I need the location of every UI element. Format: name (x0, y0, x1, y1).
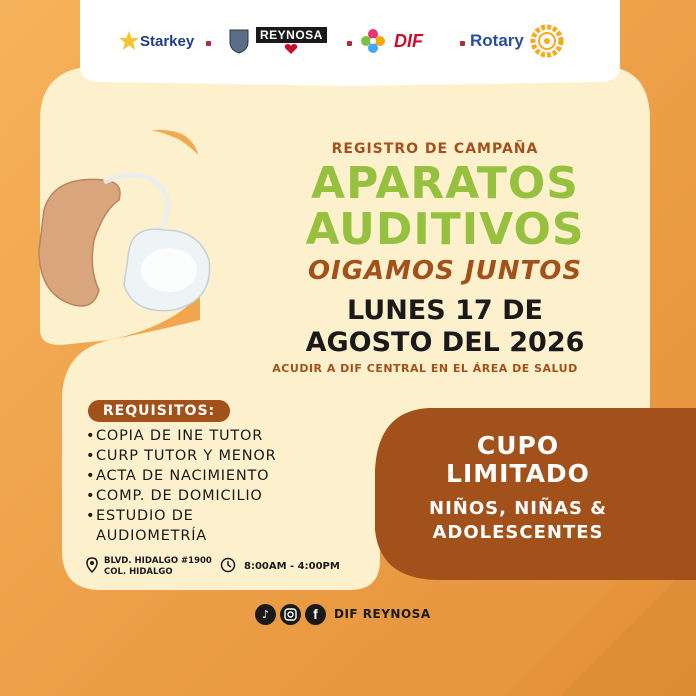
cupo-line1: CUPO (476, 431, 560, 460)
clock-icon (220, 557, 236, 573)
audience-line1: NIÑOS, NIÑAS & (429, 498, 607, 519)
list-item: •ESTUDIO DE (86, 508, 194, 524)
list-item: AUDIOMETRÍA (96, 528, 207, 544)
rotary-logo (470, 18, 564, 64)
event-place: ACUDIR A DIF CENTRAL EN EL ÁREA DE SALUD (272, 362, 578, 375)
tiktok-icon[interactable]: ♪ (255, 604, 276, 625)
list-item: •COMP. DE DOMICILIO (86, 488, 263, 504)
opening-hours: 8:00AM - 4:00PM (244, 561, 340, 572)
event-date-line2: AGOSTO DEL 2026 (305, 327, 585, 358)
separator (206, 41, 211, 46)
dif-label: DIF (394, 30, 423, 51)
address-line2: COL. HIDALGO (104, 567, 173, 577)
requirements-heading: REQUISITOS: (88, 400, 230, 422)
location-pin-icon (84, 557, 100, 573)
rotary-label: Rotary (470, 31, 524, 50)
campaign-title-line2: AUDITIVOS (305, 204, 585, 255)
campaign-slogan: OIGAMOS JUNTOS (307, 256, 583, 286)
starkey-label: Starkey (140, 32, 195, 50)
instagram-icon[interactable] (280, 604, 301, 625)
coat-of-arms-icon (228, 28, 250, 54)
starkey-logo (118, 18, 194, 64)
separator (460, 41, 465, 46)
dif-logo (360, 18, 423, 64)
list-item: •COPIA DE INE TUTOR (86, 428, 264, 444)
address-line1: BLVD. HIDALGO #1900 (104, 556, 212, 566)
social-links (255, 603, 431, 625)
campaign-title-line1: APARATOS (311, 158, 579, 209)
social-handle[interactable]: DIF REYNOSA (334, 607, 431, 621)
heart-icon (284, 43, 298, 55)
address (104, 556, 212, 578)
separator (347, 41, 352, 46)
list-item: •ACTA DE NACIMIENTO (86, 468, 270, 484)
reynosa-label: REYNOSA (256, 27, 327, 43)
list-item: •CURP TUTOR Y MENOR (86, 448, 277, 464)
campaign-subtitle: REGISTRO DE CAMPAÑA (331, 141, 539, 157)
flower-icon (360, 28, 386, 54)
facebook-icon[interactable]: f (305, 604, 326, 625)
audience-line2: ADOLESCENTES (432, 522, 604, 543)
rotary-wheel-icon (530, 24, 564, 58)
hearing-aid-image (34, 170, 234, 320)
star-icon (118, 30, 140, 52)
header-logos (82, 0, 594, 78)
event-date-line1: LUNES 17 DE (347, 295, 543, 326)
requirements-list (86, 426, 326, 546)
cupo-line2: LIMITADO (446, 459, 590, 488)
reynosa-logo (228, 18, 327, 64)
